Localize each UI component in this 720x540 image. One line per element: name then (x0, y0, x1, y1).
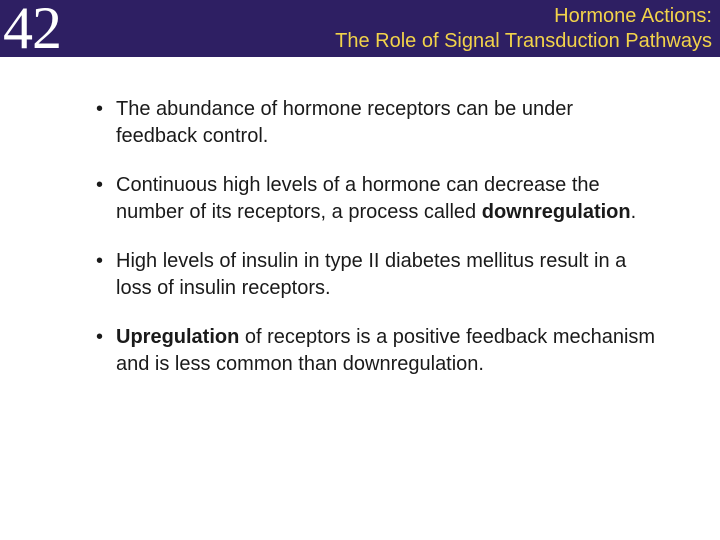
bullet-text: High levels of insulin in type II diabetes mellitus result in a loss of insulin receptors. (116, 250, 627, 299)
slide-title-line-2: The Role of Signal Transduction Pathways (335, 30, 712, 52)
bullet-dot-icon: • (96, 250, 104, 272)
bullet-text: Continuous high levels of a hormone can decrease the number of its receptors, a process called (116, 174, 600, 223)
bullet-text-end: of receptors is a positive feedback mechanism and is less common than downregulation. (116, 326, 656, 375)
bullet-item (96, 248, 656, 302)
bullet-item (96, 324, 656, 378)
bullet-list (96, 96, 656, 378)
bullet-dot-icon: • (96, 98, 104, 120)
bullet-text: The abundance of hormone receptors can be under feedback control. (116, 98, 573, 147)
slide-title (335, 4, 712, 54)
bullet-bold-term: Upregulation (116, 326, 240, 348)
slide-header (0, 0, 720, 61)
bullet-dot-icon: • (96, 174, 104, 196)
bullet-item (96, 96, 656, 150)
bullet-bold-term: downregulation (481, 201, 631, 223)
chapter-number: 42 (3, 0, 61, 61)
slide-title-line-1: Hormone Actions: (554, 5, 712, 27)
bullet-text-end: . (630, 201, 637, 223)
bullet-dot-icon: • (96, 326, 104, 348)
bullet-item (96, 172, 656, 226)
